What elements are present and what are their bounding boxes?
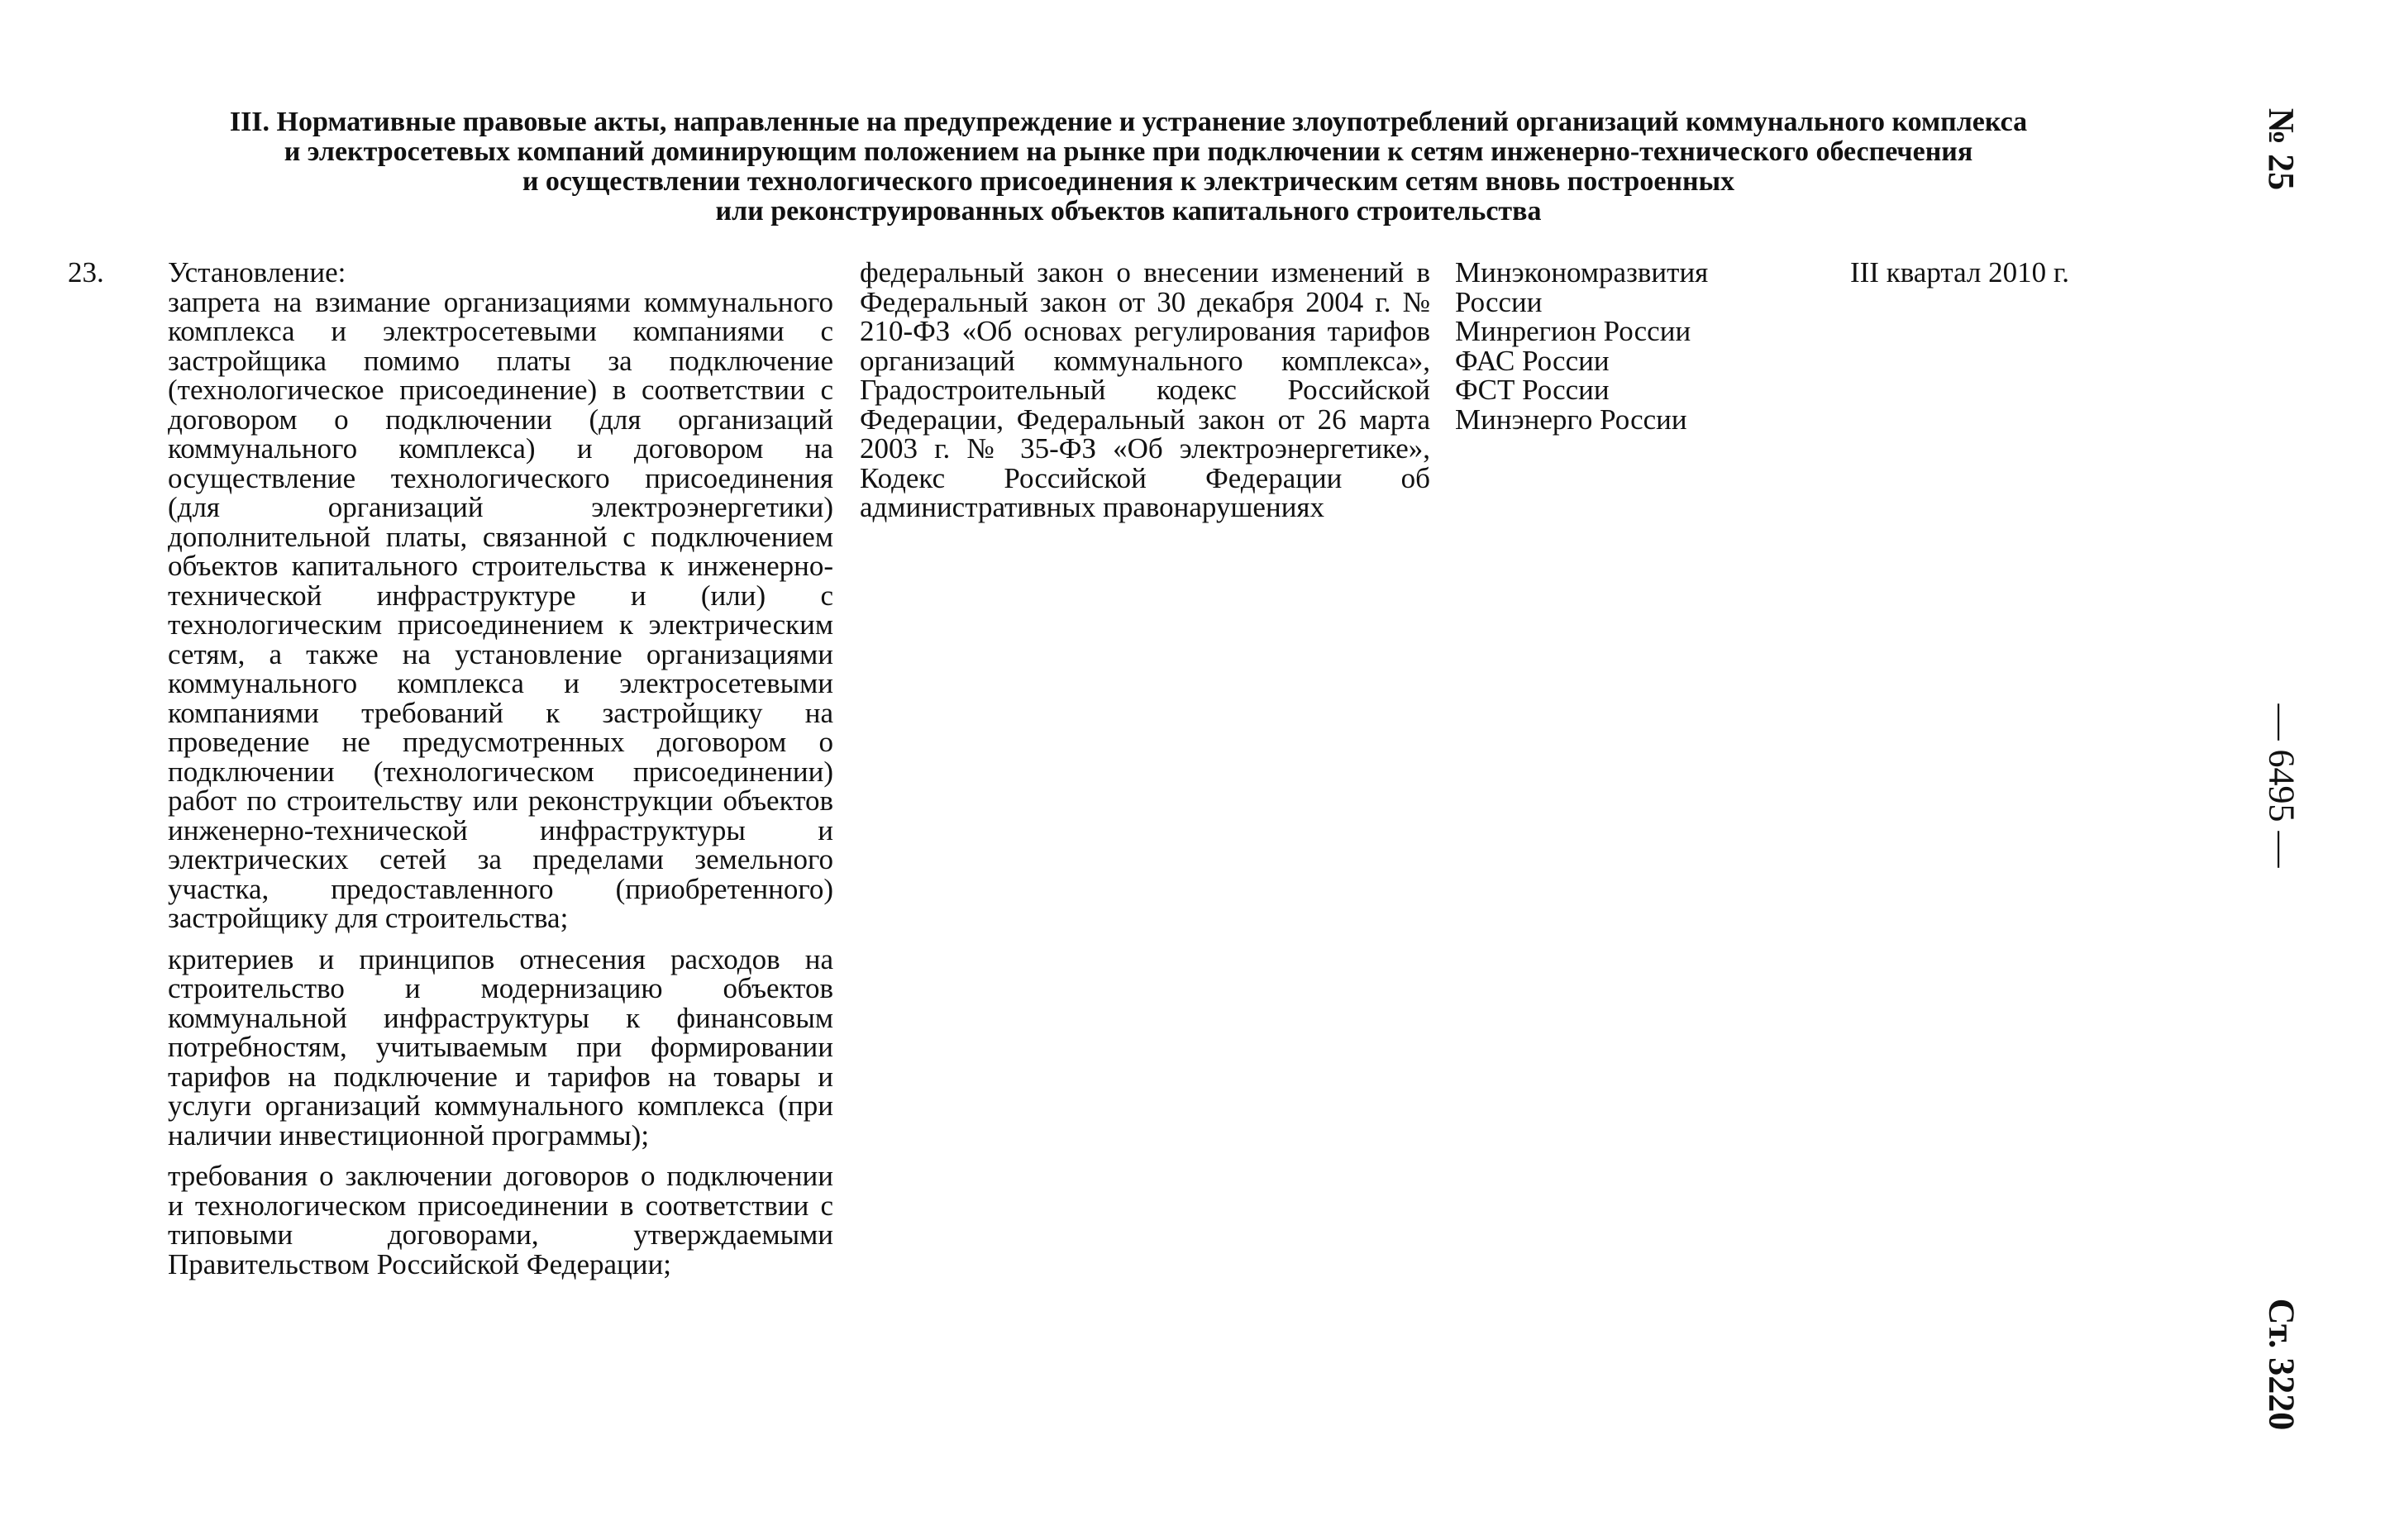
- measure-paragraph: запрета на взимание организациями коммунального комплекса и электросетевыми компаниями с застройщика помимо платы за подключение (технологическое присоединение) в соответствии с договором о подключении (для организаций коммунального комплекса) и договором на осуществление технологического присоединения (для организаций электроэнергетики) дополнительной платы, связанной с подключением объектов капитального строительства к инженерно-технической инфраструктуре и (или) с технологическим присоединением к электрическим сетям, а также на установление организациями коммунального комплекса и электросетевыми компаниями требований к застройщику на проведение не предусмотренных договором о подключении (технологическом присоединении) работ по строительству или реконструкции объектов инженерно-технической инфраструктуры и электрических сетей за пределами земельного участка, предоставленного (приобретенного) застройщику для строительства;: [168, 285, 833, 934]
- section-title-line: и электросетевых компаний доминирующим положением на рынке при подключении к сетям инженерно-технического обеспечения: [284, 136, 1973, 167]
- measure-paragraph: критериев и принципов отнесения расходов на строительство и модернизацию объектов коммунальной инфраструктуры к финансовым потребностям, учитываемым при формировании тарифов на подключение и тарифов на товары и услуги организаций коммунального комплекса (при наличии инвестиционной программы);: [168, 942, 833, 1151]
- executor: ФАС России: [1455, 344, 1610, 377]
- section-title-line: и осуществлении технологического присоединения к электрическим сетям вновь построенных: [522, 166, 1735, 197]
- margin-article-text: Ст. 3220: [2261, 1298, 2302, 1430]
- measure-paragraph: требования о заключении договоров о подключении и технологическом присоединении в соответствии с типовыми договорами, утверждаемыми Правительством Российской Федерации;: [168, 1160, 833, 1280]
- margin-page-text: — 6495 —: [2261, 703, 2302, 867]
- measure-column: [168, 258, 833, 1290]
- deadline-column: III квартал 2010 г.: [1850, 256, 2070, 288]
- executor: Минэнерго России: [1455, 403, 1687, 436]
- document-form-column: федеральный закон о внесении изменений в Федеральный закон от 30 декабря 2004 г. № 210-ФЗ «Об основах регулирования тарифов организаций коммунального комплекса», Градостроительный кодекс Российской Федерации, Федеральный закон от 26 марта 2003 г. № 35-ФЗ «Об электроэнергетике», Кодекс Российской Федерации об административных правонарушениях: [860, 256, 1430, 523]
- margin-issue-number: [2236, 50, 2327, 248]
- margin-article-number: [2236, 1248, 2327, 1480]
- margin-page-number: [2236, 645, 2327, 926]
- executor: Минрегион России: [1455, 315, 1691, 347]
- margin-issue-text: № 25: [2261, 107, 2302, 190]
- executor: ФСТ России: [1455, 374, 1610, 406]
- executors-column: [1455, 258, 1802, 434]
- section-title-line: или реконструированных объектов капитального строительства: [715, 196, 1542, 226]
- row-number: 23.: [68, 256, 104, 288]
- measure-intro: Установление:: [168, 256, 346, 288]
- section-title: [145, 107, 2112, 226]
- executor: Минэкономразвития России: [1455, 256, 1709, 318]
- section-title-line: III. Нормативные правовые акты, направленные на предупреждение и устранение злоупотреблений организаций коммунального комплекса: [229, 107, 2028, 137]
